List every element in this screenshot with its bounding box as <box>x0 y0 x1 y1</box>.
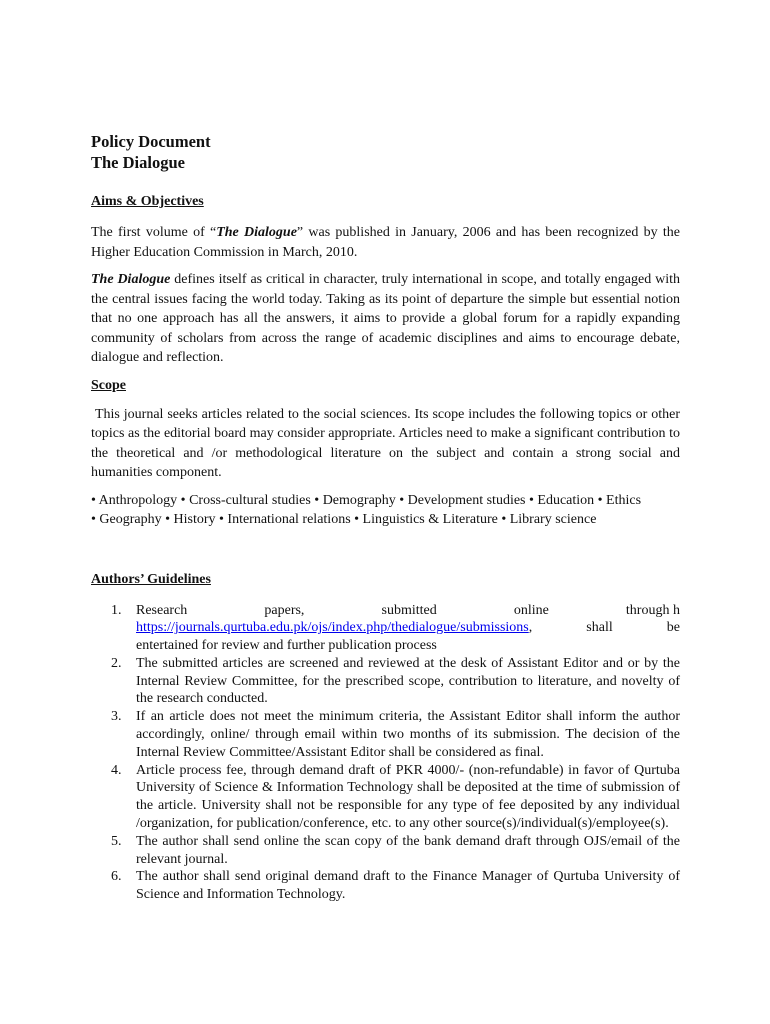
word: online <box>513 602 549 618</box>
aims-p2-rest: defines itself as critical in character, truly international in scope, and totally engaged with the central issues facing the world today. Taking as its point of departure the simple but essential notion that no one approach has all the answers, it aims to provide a global forum for a rapidly expanding community of scholars from across the range of academic disciplines and aims to encourage debate, dialogue and reflection. <box>91 272 680 365</box>
word: shall <box>586 620 613 636</box>
guideline-number: 2. <box>111 655 122 671</box>
scope-topics <box>91 491 680 530</box>
scope-topics-line-2: • Geography • History • International relations • Linguistics & Literature • Library science <box>91 512 597 527</box>
scope-heading: Scope <box>91 377 126 393</box>
guideline-number: 5. <box>111 833 122 849</box>
guidelines-list <box>91 602 680 905</box>
scope-topics-line-1: • Anthropology • Cross-cultural studies • Demography • Development studies • Education • Ethics <box>91 492 642 508</box>
guideline-number: 3. <box>111 709 122 725</box>
title-line-1: Policy Document <box>91 132 211 151</box>
word: be <box>666 620 680 636</box>
aims-p1-journal-name: The Dialogue <box>216 225 297 240</box>
guideline-item-4 <box>91 762 680 833</box>
word: submitted <box>381 602 437 618</box>
guideline-1-line-2 <box>136 619 680 637</box>
word: Research <box>136 602 188 618</box>
title-line-2: The Dialogue <box>91 153 185 172</box>
guideline-text: Article process fee, through demand draft of PKR 4000/- (non-refundable) in favor of Qurtuba University of Science & Information Technology shall be deposited at the time of submission of the article. University shall not be responsible for any type of fee deposited by any individual /organization, for publication/conference, etc. to any other source(s)/individual(s)/employee(s). <box>136 762 680 832</box>
link-comma: , <box>528 620 533 636</box>
document-body <box>91 131 684 904</box>
document-title <box>91 131 680 173</box>
guideline-1-line-3: entertained for review and further publication process <box>136 638 437 654</box>
guideline-number: 1. <box>111 602 122 618</box>
guideline-item-5 <box>91 833 680 869</box>
aims-paragraph-2 <box>91 270 680 368</box>
aims-paragraph-1 <box>91 223 680 262</box>
guideline-number: 6. <box>111 869 122 885</box>
aims-heading: Aims & Objectives <box>91 194 204 209</box>
guideline-1-line-1 <box>136 602 680 620</box>
guideline-text: The submitted articles are screened and reviewed at the desk of Assistant Editor and or by the Internal Review Committee, for the prescribed scope, contribution to literature, and novelty of the research conducted. <box>136 655 680 707</box>
word: through h <box>625 602 680 618</box>
scope-paragraph: This journal seeks articles related to the social sciences. Its scope includes the following topics or other topics as the editorial board may consider appropriate. Articles need to make a significant contribution to the theoretical and /or methodological literature on the subject and contain a strong social and humanities component. <box>91 406 684 480</box>
guideline-text: If an article does not meet the minimum criteria, the Assistant Editor shall inform the author accordingly, online/ through email within two months of its submission. The decision of the Internal Review Committee/Assistant Editor shall be considered as final. <box>136 709 680 760</box>
guideline-item-6 <box>91 868 680 904</box>
guideline-item-1 <box>91 602 680 655</box>
aims-p2-journal-name: The Dialogue <box>91 272 171 287</box>
guideline-text: The author shall send online the scan copy of the bank demand draft through OJS/email of the relevant journal. <box>136 833 680 867</box>
guideline-item-2 <box>91 655 680 708</box>
word: papers, <box>264 602 305 618</box>
guideline-number: 4. <box>111 762 122 778</box>
aims-p1-after: ” was published in January, 2006 and has been recognized by the Higher Education Commission in March, 2010. <box>91 225 680 260</box>
aims-p1-before: The first volume of “ <box>91 225 217 240</box>
submissions-link[interactable]: https://journals.qurtuba.edu.pk/ojs/index.php/thedialogue/submissions <box>136 620 529 636</box>
guideline-item-3 <box>91 708 680 761</box>
guideline-text: The author shall send original demand draft to the Finance Manager of Qurtuba University of Science and Information Technology. <box>136 869 680 903</box>
guidelines-heading: Authors’ Guidelines <box>91 571 211 587</box>
